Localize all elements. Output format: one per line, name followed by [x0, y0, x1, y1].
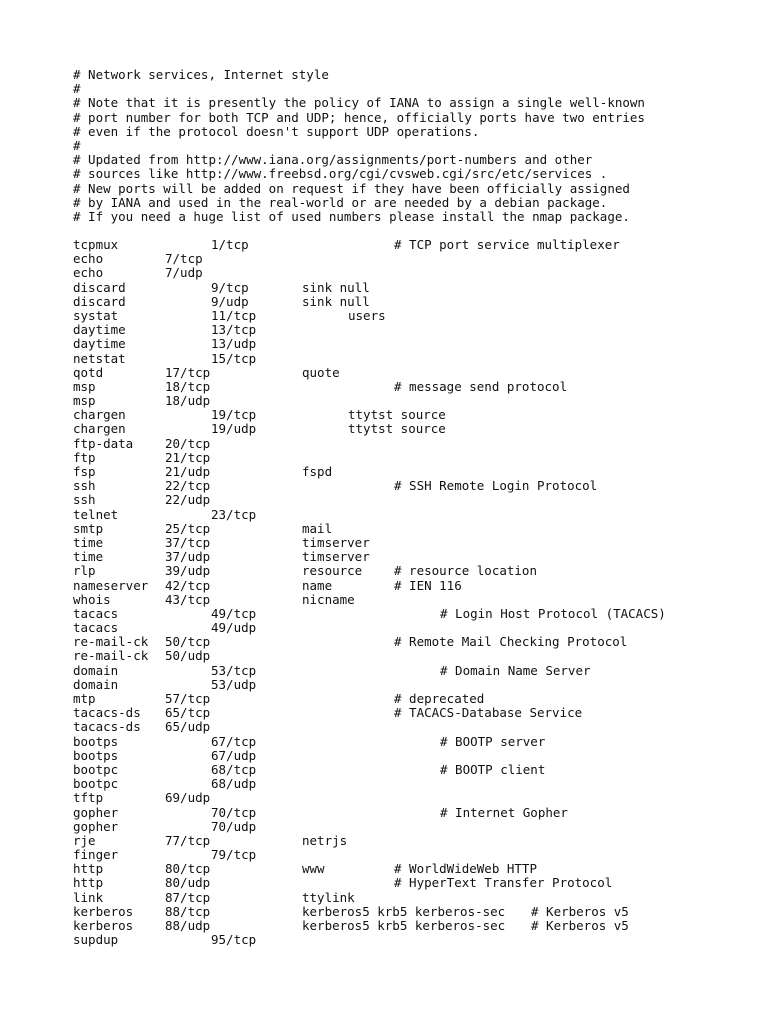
header-comment-line: #	[73, 81, 81, 97]
service-port: 79/tcp	[211, 847, 257, 863]
service-name: fsp	[73, 464, 96, 479]
service-comment: # Remote Mail Checking Protocol	[394, 634, 628, 650]
service-name: rje	[73, 832, 96, 848]
service-port: 68/udp	[211, 776, 257, 792]
service-port: 88/tcp	[165, 903, 211, 919]
service-name: telnet	[73, 506, 119, 522]
service-comment: # resource location	[394, 563, 537, 579]
header-comment-line: #	[73, 137, 81, 153]
service-port: 95/tcp	[211, 932, 257, 948]
service-aliases: resource	[302, 563, 363, 579]
service-name: re-mail-ck	[73, 634, 149, 650]
service-port: 65/udp	[165, 719, 211, 735]
service-port: 22/udp	[165, 492, 211, 508]
service-port: 88/udp	[165, 918, 211, 933]
service-port: 20/tcp	[165, 435, 211, 451]
service-aliases: quote	[302, 364, 340, 380]
service-comment: # Login Host Protocol (TACACS)	[440, 605, 666, 621]
header-comment-line: # port number for both TCP and UDP; hence, officially ports have two entries	[73, 109, 645, 125]
header-comment-line: # by IANA and used in the real-world or are needed by a debian package.	[73, 194, 608, 210]
service-port: 7/udp	[165, 265, 203, 281]
service-port: 19/tcp	[211, 407, 257, 423]
header-comment-line: # Updated from http://www.iana.org/assignments/port-numbers and other	[73, 152, 593, 168]
service-name: gopher	[73, 804, 119, 820]
service-aliases: netrjs	[302, 832, 348, 848]
service-name: netstat	[73, 350, 126, 366]
service-comment: # TACACS-Database Service	[394, 705, 583, 721]
service-port: 13/tcp	[211, 322, 257, 338]
service-port: 21/tcp	[165, 449, 211, 465]
service-name: nameserver	[73, 577, 149, 593]
service-name: systat	[73, 307, 119, 323]
service-name: tacacs	[73, 605, 119, 621]
service-name: tacacs-ds	[73, 719, 141, 735]
service-port: 19/udp	[211, 421, 257, 437]
service-name: tcpmux	[73, 237, 119, 252]
header-comment-line: # New ports will be added on request if they have been officially assigned	[73, 180, 630, 196]
service-name: chargen	[73, 407, 126, 423]
service-name: qotd	[73, 364, 104, 380]
service-comment: # deprecated	[394, 691, 485, 706]
service-port: 49/udp	[211, 620, 257, 636]
service-aliases: sink null	[302, 279, 370, 295]
service-name: msp	[73, 378, 96, 394]
service-port: 80/tcp	[165, 861, 211, 877]
service-port: 18/tcp	[165, 378, 211, 394]
service-name: rlp	[73, 563, 96, 579]
service-port: 21/udp	[165, 464, 211, 479]
service-name: echo	[73, 251, 104, 267]
service-comment: # IEN 116	[394, 577, 462, 593]
service-port: 1/tcp	[211, 237, 249, 252]
service-comment: # BOOTP server	[440, 733, 546, 749]
service-comment: # BOOTP client	[440, 761, 546, 777]
header-comment-line: # Note that it is presently the policy of IANA to assign a single well-known	[73, 95, 645, 111]
service-name: chargen	[73, 421, 126, 437]
service-name: domain	[73, 662, 119, 678]
service-port: 67/udp	[211, 747, 257, 763]
service-port: 22/tcp	[165, 478, 211, 494]
service-port: 42/tcp	[165, 577, 211, 593]
service-name: http	[73, 875, 104, 891]
service-port: 15/tcp	[211, 350, 257, 366]
service-aliases: ttytst source	[348, 407, 446, 423]
service-port: 50/tcp	[165, 634, 211, 650]
service-name: msp	[73, 393, 96, 409]
service-name: mtp	[73, 691, 96, 706]
header-comment-line: # even if the protocol doesn't support UDP operations.	[73, 123, 480, 139]
service-name: supdup	[73, 932, 119, 948]
service-name: gopher	[73, 818, 119, 834]
service-name: daytime	[73, 336, 126, 352]
header-comment-line: # If you need a huge list of used numbers please install the nmap package.	[73, 208, 630, 224]
service-comment: # Kerberos v5	[531, 903, 629, 919]
service-aliases: kerberos5 krb5 kerberos-sec	[302, 918, 506, 933]
service-port: 37/udp	[165, 549, 211, 565]
service-name: kerberos	[73, 903, 134, 919]
service-name: ssh	[73, 478, 96, 494]
service-port: 80/udp	[165, 875, 211, 891]
service-port: 37/tcp	[165, 534, 211, 550]
service-comment: # message send protocol	[394, 378, 568, 394]
service-port: 39/udp	[165, 563, 211, 579]
service-port: 43/tcp	[165, 591, 211, 607]
service-name: domain	[73, 676, 119, 692]
service-comment: # Kerberos v5	[531, 918, 629, 933]
service-comment: # Internet Gopher	[440, 804, 568, 820]
service-name: ftp-data	[73, 435, 134, 451]
service-port: 18/udp	[165, 393, 211, 409]
service-name: finger	[73, 847, 119, 863]
service-port: 25/tcp	[165, 520, 211, 536]
service-port: 70/tcp	[211, 804, 257, 820]
service-aliases: fspd	[302, 464, 333, 479]
service-name: echo	[73, 265, 104, 281]
service-aliases: timserver	[302, 534, 370, 550]
service-aliases: timserver	[302, 549, 370, 565]
service-name: ssh	[73, 492, 96, 508]
service-aliases: users	[348, 307, 386, 323]
service-port: 57/tcp	[165, 691, 211, 706]
service-aliases: nicname	[302, 591, 355, 607]
service-comment: # TCP port service multiplexer	[394, 237, 620, 252]
service-port: 67/tcp	[211, 733, 257, 749]
service-port: 53/tcp	[211, 662, 257, 678]
header-comment-line: # Network services, Internet style	[73, 67, 329, 82]
service-comment: # Domain Name Server	[440, 662, 591, 678]
service-aliases: name	[302, 577, 333, 593]
service-port: 87/tcp	[165, 889, 211, 905]
service-port: 70/udp	[211, 818, 257, 834]
service-aliases: sink null	[302, 293, 370, 309]
service-port: 9/udp	[211, 293, 249, 309]
service-name: link	[73, 889, 104, 905]
service-comment: # HyperText Transfer Protocol	[394, 875, 613, 891]
service-name: daytime	[73, 322, 126, 338]
service-name: ftp	[73, 449, 96, 465]
header-comment-block	[73, 68, 645, 224]
service-aliases: www	[302, 861, 325, 877]
service-port: 23/tcp	[211, 506, 257, 522]
service-name: discard	[73, 279, 126, 295]
service-comment: # SSH Remote Login Protocol	[394, 478, 598, 494]
service-name: smtp	[73, 520, 104, 536]
service-port: 9/tcp	[211, 279, 249, 295]
service-name: whois	[73, 591, 111, 607]
service-port: 49/tcp	[211, 605, 257, 621]
service-name: kerberos	[73, 918, 134, 933]
service-port: 11/tcp	[211, 307, 257, 323]
service-name: tacacs	[73, 620, 119, 636]
service-name: tftp	[73, 790, 104, 806]
service-name: bootps	[73, 747, 119, 763]
service-name: discard	[73, 293, 126, 309]
service-aliases: ttytst source	[348, 421, 446, 437]
service-port: 68/tcp	[211, 761, 257, 777]
service-port: 7/tcp	[165, 251, 203, 267]
service-name: bootpc	[73, 776, 119, 792]
service-aliases: kerberos5 krb5 kerberos-sec	[302, 903, 506, 919]
service-port: 13/udp	[211, 336, 257, 352]
service-name: http	[73, 861, 104, 877]
service-name: bootps	[73, 733, 119, 749]
service-aliases: ttylink	[302, 889, 355, 905]
service-port: 65/tcp	[165, 705, 211, 721]
service-comment: # WorldWideWeb HTTP	[394, 861, 537, 877]
service-name: time	[73, 549, 104, 565]
service-port: 77/tcp	[165, 832, 211, 848]
service-name: tacacs-ds	[73, 705, 141, 721]
service-aliases: mail	[302, 520, 333, 536]
service-port: 17/tcp	[165, 364, 211, 380]
service-name: bootpc	[73, 761, 119, 777]
service-port: 53/udp	[211, 676, 257, 692]
service-name: time	[73, 534, 104, 550]
service-name: re-mail-ck	[73, 648, 149, 664]
service-port: 69/udp	[165, 790, 211, 806]
header-comment-line: # sources like http://www.freebsd.org/cgi/cvsweb.cgi/src/etc/services .	[73, 166, 608, 182]
service-port: 50/udp	[165, 648, 211, 664]
